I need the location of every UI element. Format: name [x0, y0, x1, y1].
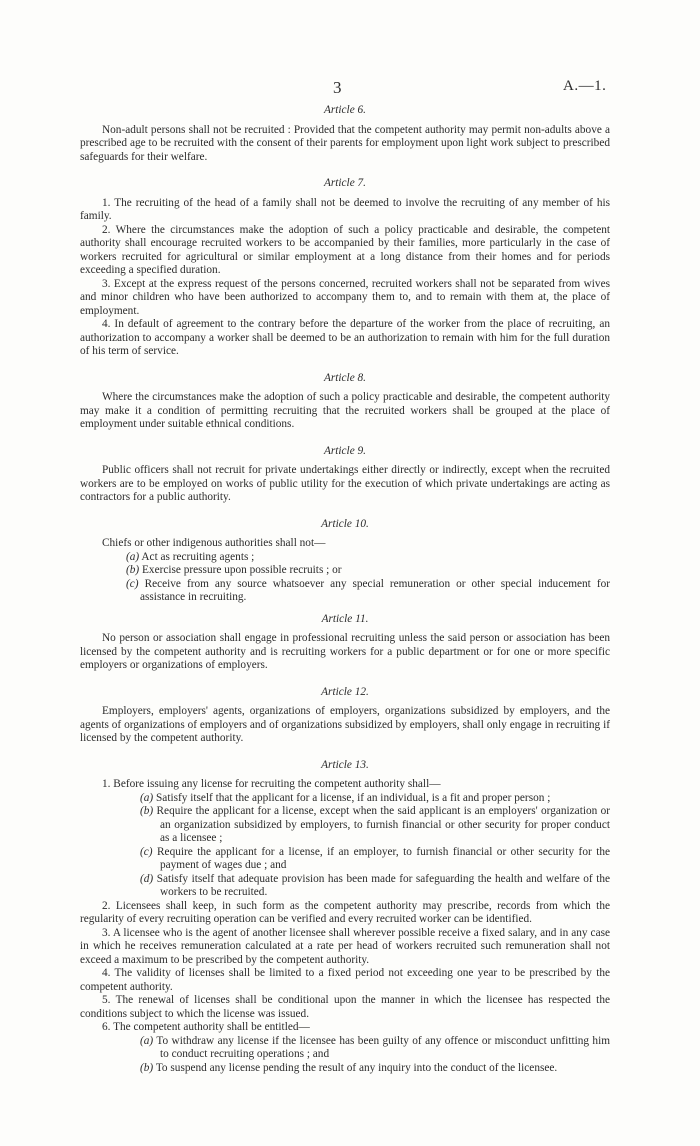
article-title: Article 11. — [321, 612, 369, 625]
paragraph: 1. Before issuing any license for recruiting the competent authority shall— — [102, 778, 441, 790]
item-label: (b) — [126, 564, 140, 576]
page-number: 3 — [333, 78, 342, 97]
article-9 — [80, 445, 610, 505]
paragraph: 2. Licensees shall keep, in such form as the competent authority may prescribe, records from which the regularity of every recruiting operation can be verified and every recruited worker can be identified. — [80, 899, 610, 925]
article-6 — [80, 104, 610, 164]
list-item — [80, 846, 610, 873]
paragraph: Chiefs or other indigenous authorities shall not— — [102, 537, 326, 549]
article-11 — [80, 613, 610, 673]
item-text: Satisfy itself that adequate provision has been made for safeguarding the health and welfare of the workers to be recruited. — [156, 872, 610, 898]
item-text: Satisfy itself that the applicant for a license, if an individual, is a fit and proper person ; — [156, 791, 551, 804]
list-item — [80, 873, 610, 900]
paragraph: 3. A licensee who is the agent of another licensee shall wherever possible receive a fixed salary, and in any case in which he receives remuneration calculated at a rate per head of workers recruited such remuneration shall not exceed a maximum to be prescribed by the competent authority. — [80, 926, 610, 966]
article-title: Article 6. — [323, 104, 367, 116]
paragraph: Where the circumstances make the adoption of such a policy practicable and desirable, the competent authority may make it a condition of permitting recruiting that the recruited workers shall be grouped at the place of employment under suitable ethnical conditions. — [80, 391, 610, 430]
item-label: (a) — [140, 1034, 154, 1047]
article-title: Article 8. — [323, 371, 367, 384]
article-8 — [80, 372, 610, 432]
paragraph: No person or association shall engage in professional recruiting unless the said person or association has been licensed by the competent authority and is recruiting workers for a public department or for one or more specific employers or organizations of employers. — [80, 632, 610, 671]
paragraph: 3. Except at the express request of the persons concerned, recruited workers shall not be separated from wives and minor children who have been authorized to accompany them to, and to remain with them at, the place of employment. — [80, 277, 610, 317]
list-item — [80, 792, 610, 806]
paragraph: 4. The validity of licenses shall be limited to a fixed period not exceeding one year to be prescribed by the competent authority. — [80, 967, 610, 993]
paragraph: 1. The recruiting of the head of a family shall not be deemed to involve the recruiting of any member of his family. — [80, 196, 610, 222]
article-13 — [80, 759, 610, 1076]
article-title: Article 7. — [323, 177, 367, 189]
list-item — [80, 578, 610, 605]
item-text: To suspend any license pending the result of any inquiry into the conduct of the licensee. — [155, 1061, 558, 1074]
item-text: To withdraw any license if the licensee has been guilty of any offence or misconduct unfitting him to conduct recruiting operations ; and — [156, 1034, 610, 1060]
paragraph: Public officers shall not recruit for private undertakings either directly or indirectly, except when the recruited workers are to be employed on works of public utility for the execution of which private undertakings are acting as contractors for a public authority. — [80, 464, 610, 503]
item-label: (b) — [140, 1061, 154, 1074]
article-7 — [80, 177, 610, 359]
item-label: (c) — [126, 577, 139, 590]
article-title: Article 13. — [321, 758, 369, 771]
item-label: (a) — [140, 791, 154, 804]
item-text: Receive from any source whatsoever any special remuneration or other special inducement for assistance in recruiting. — [140, 577, 610, 603]
paragraph: 4. In default of agreement to the contrary before the departure of the worker from the place of recruiting, an authorization to accompany a worker shall be deemed to be an authorization to remain with him for the full duration of his term of service. — [80, 318, 610, 357]
article-10 — [80, 518, 610, 605]
list-item — [80, 805, 610, 846]
list-item — [80, 551, 610, 565]
item-label: (a) — [126, 550, 140, 563]
paragraph: Employers, employers' agents, organizations of employers, organizations subsidized by employers, and the agents of organizations of employers and of organizations subsidized by employers, shall only engage in recruiting if licensed by the competent authority. — [80, 705, 610, 744]
document-body — [80, 104, 610, 1088]
item-text: Act as recruiting agents ; — [141, 550, 255, 563]
article-title: Article 9. — [323, 444, 367, 457]
item-label: (c) — [140, 845, 153, 858]
item-label: (d) — [140, 872, 154, 885]
list-item — [80, 1035, 610, 1062]
paragraph: 2. Where the circumstances make the adoption of such a policy practicable and desirable, the competent authority shall encourage recruited workers to be accompanied by their families, more particularly in the case of workers recruited for agricultural or similar employment at a long distance from their homes and for periods exceeding a specified duration. — [80, 223, 610, 276]
article-12 — [80, 686, 610, 746]
article-title: Article 12. — [321, 685, 369, 698]
item-text: Require the applicant for a license, if an employer, to furnish financial or other security for the payment of wages due ; and — [157, 845, 610, 871]
paragraph: 6. The competent authority shall be entitled— — [102, 1021, 310, 1033]
item-text: Require the applicant for a license, except when the said applicant is an employers' organization or an organization subsidized by employers, to furnish financial or other security for proper conduct as a licensee ; — [156, 805, 610, 844]
list-item — [80, 564, 610, 578]
item-label: (b) — [140, 805, 154, 817]
list-item — [80, 1062, 610, 1076]
document-reference: A.—1. — [563, 78, 607, 94]
article-title: Article 10. — [321, 517, 369, 530]
paragraph: 5. The renewal of licenses shall be conditional upon the manner in which the licensee has respected the conditions subject to which the license was issued. — [80, 994, 610, 1020]
paragraph: Non-adult persons shall not be recruited : Provided that the competent authority may permit non-adults above a prescribed age to be recruited with the consent of their parents for employment upon light work subject to prescribed safeguards for their welfare. — [80, 123, 610, 163]
item-text: Exercise pressure upon possible recruits ; or — [142, 564, 342, 576]
